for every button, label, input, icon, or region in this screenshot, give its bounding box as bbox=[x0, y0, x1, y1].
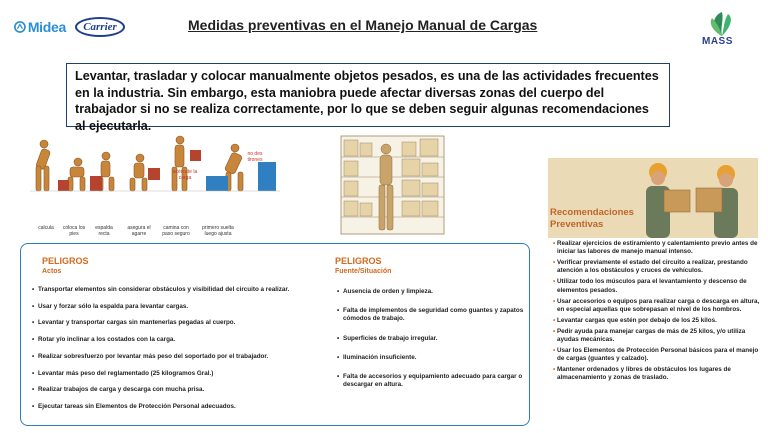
list-item: • Falta de implementos de seguridad como guantes y zapatos cómodos de trabajo. bbox=[337, 307, 527, 323]
recommendation-text: Usar accesorios o equipos para realizar carga o descarga en altura, en especial aquellas que sobrepasan el nivel de los hombros. bbox=[556, 297, 760, 313]
recommendation-text: Pedir ayuda para manejar cargas de más de 25 kilos, y/o utiliza ayudas mecánicas. bbox=[556, 327, 746, 343]
shelving-illustration bbox=[340, 135, 445, 235]
list-item bbox=[553, 366, 762, 383]
list-item: • Falta de accesorios y equipamiento adecuado para cargar o descargar en altura. bbox=[337, 373, 527, 389]
recommendations-title bbox=[550, 207, 634, 231]
list-item: • Iluminación insuficiente. bbox=[337, 354, 527, 362]
list-item bbox=[553, 259, 762, 276]
shelving-icon bbox=[340, 135, 445, 235]
lifting-figures-icon bbox=[30, 130, 280, 240]
note-no-des-tirones: no des tirones bbox=[247, 151, 263, 163]
caption-calcula: calcula bbox=[38, 225, 54, 231]
bullet-icon: • bbox=[553, 346, 556, 354]
note-acercate-la-carga: acércate la carga bbox=[172, 169, 198, 181]
midea-logo-text: Midea bbox=[27, 19, 66, 35]
bullet-icon: • bbox=[553, 297, 556, 305]
list-item bbox=[553, 297, 762, 315]
caption-coloca-los-pies: coloca los pies bbox=[62, 225, 86, 237]
intro-text: Levantar, trasladar y colocar manualmente objetos pesados, es una de las actividades frecuentes en la industria. Sin embargo, esta maniobra puede afectar diversas zonas del cuerpo del trabajador si no se realiza correctamente, por lo que se deben seguir algunas recomendaciones al ejecutarla. bbox=[75, 69, 659, 133]
mass-logo bbox=[700, 10, 744, 50]
lifting-sequence-illustration bbox=[30, 130, 280, 240]
list-item: • Ejecutar tareas sin Elementos de Protección Personal adecuados. bbox=[32, 403, 332, 411]
list-item bbox=[553, 240, 762, 257]
risks-fuente-subtitle: Fuente/Situación bbox=[335, 268, 392, 275]
page-title: Medidas preventivas en el Manejo Manual de Cargas bbox=[188, 17, 538, 33]
recommendations-list bbox=[553, 240, 762, 385]
risks-actos-subtitle: Actos bbox=[42, 268, 62, 275]
list-item: • Usar y forzar sólo la espalda para levantar cargas. bbox=[32, 303, 332, 311]
bullet-icon: • bbox=[553, 316, 556, 324]
midea-logo-mark-icon bbox=[14, 20, 26, 34]
recommendation-text: Usar los Elementos de Protección Personal básicos para el manejo de cargas (guantes y calzado). bbox=[556, 346, 759, 363]
list-item bbox=[553, 327, 762, 345]
bullet-icon: • bbox=[553, 259, 556, 267]
risks-fuente-list bbox=[337, 288, 527, 389]
list-item: • Transportar elementos sin considerar obstáculos y visibilidad del circuito a realizar. bbox=[32, 286, 332, 294]
list-item: • Ausencia de orden y limpieza. bbox=[337, 288, 527, 296]
mass-logo-text: MASS bbox=[702, 36, 733, 47]
carrier-logo-text: Carrier bbox=[83, 21, 117, 33]
list-item: • Realizar trabajos de carga y descarga con mucha prisa. bbox=[32, 386, 332, 394]
intro-box bbox=[66, 63, 670, 133]
list-item bbox=[553, 346, 762, 364]
recommendation-text: Verificar previamente el estado del circuito a realizar, prestando atención a los obstáculos y cruces de vehículos. bbox=[556, 259, 748, 275]
recommendation-text: Levantar cargas que estén por debajo de los 25 kilos. bbox=[556, 316, 717, 324]
recommendation-text: Realizar ejercicios de estiramiento y calentamiento previo antes de iniciar las labores de manejo manual intenso. bbox=[556, 240, 758, 256]
caption-asegura-el-agarre: asegura el agarre bbox=[127, 225, 151, 237]
recommendation-text: Mantener ordenados y libres de obstáculos los lugares de almacenamiento y zonas de traslado. bbox=[556, 366, 731, 382]
risks-actos-list bbox=[32, 286, 332, 411]
recommendation-text: Utilizar todo los músculos para el levantamiento y descenso de elementos pesados. bbox=[556, 278, 747, 294]
recommendations-title-line2: Preventivas bbox=[550, 219, 604, 230]
list-item: • Superficies de trabajo irregular. bbox=[337, 335, 527, 343]
list-item bbox=[553, 316, 762, 325]
bullet-icon: • bbox=[553, 278, 556, 286]
caption-espalda-recta: espalda recta bbox=[95, 225, 113, 237]
bullet-icon: • bbox=[553, 240, 556, 247]
caption-primero-suelta-luego-ajusta: primero suelta luego ajusta bbox=[202, 225, 234, 237]
list-item: • Levantar y transportar cargas sin mantenerlas pegadas al cuerpo. bbox=[32, 319, 332, 327]
risks-fuente-title: PELIGROS bbox=[335, 256, 382, 266]
risks-actos-title: PELIGROS bbox=[42, 256, 89, 266]
mass-leaf-icon bbox=[700, 10, 744, 38]
list-item: • Rotar y/o inclinar a los costados con la carga. bbox=[32, 336, 332, 344]
bullet-icon: • bbox=[553, 366, 556, 374]
caption-camina-con-paso-seguro: camina con paso seguro bbox=[162, 225, 190, 237]
list-item bbox=[553, 278, 762, 295]
recommendations-title-line1: Recomendaciones bbox=[550, 207, 634, 218]
bullet-icon: • bbox=[553, 327, 556, 335]
carrier-logo bbox=[75, 17, 125, 37]
midea-logo bbox=[14, 16, 66, 38]
list-item: • Levantar más peso del reglamentado (25 kilogramos Gral.) bbox=[32, 370, 332, 378]
list-item: • Realizar sobresfuerzo por levantar más peso del soportado por el trabajador. bbox=[32, 353, 332, 361]
